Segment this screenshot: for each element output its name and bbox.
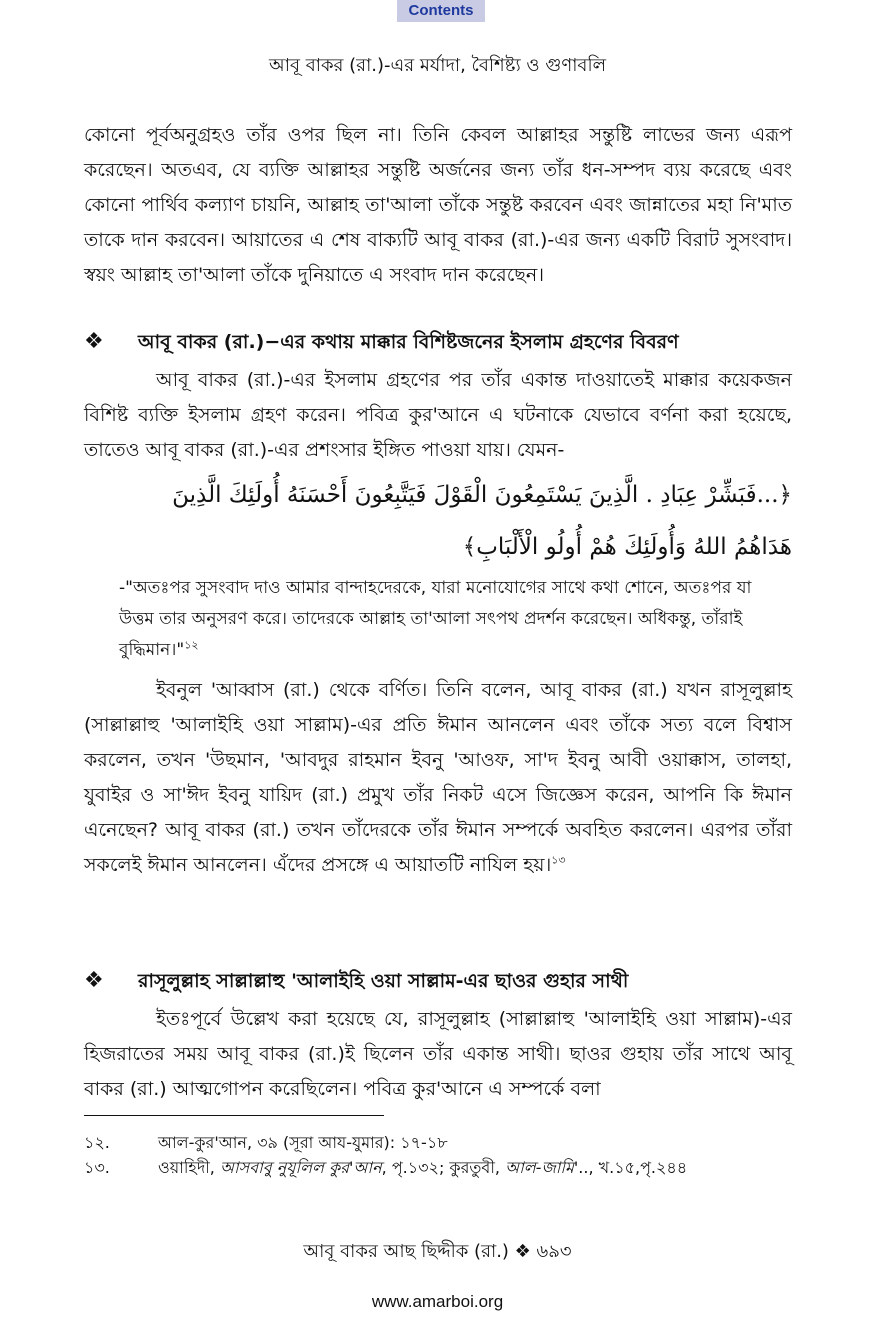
paragraph2-text: ইবনুল 'আব্বাস (রা.) থেকে বর্ণিত। তিনি বলেন, আবূ বাকর (রা.) যখন রাসূলুল্লাহ (সাল্লাল্লাহু 'আলাইহি ওয়া সাল্লাম)-এর প্রতি ঈমান আনলেন এবং তাঁকে সত্য বলে বিশ্বাস করলেন, তখন 'উছমান, 'আবদুর রাহমান ইবনু 'আওফ, সা'দ ইবনু আবী ওয়াক্কাস, তালহা, যুবাইর ও সা'ঈদ ইবনু যায়িদ (রা.) প্রমুখ তাঁর নিকট এসে জিজ্ঞেস করেন, আপনি কি ঈমান এনেছেন? আবূ বাকর (রা.) তখন তাঁদেরকে তাঁর ঈমান সম্পর্কে অবহিত করলেন। এরপর তাঁরা সকলেই ঈমান আনলেন। এঁদের প্রসঙ্গে এ আয়াতটি নাযিল হয়।	[84, 679, 792, 876]
page-footer: আবূ বাকর আছ ছিদ্দীক (রা.) ❖ ৬৯৩	[303, 1241, 572, 1262]
diamond-bullet-icon: ❖	[84, 968, 104, 993]
verse-translation	[119, 573, 759, 666]
contents-button[interactable]: Contents	[397, 0, 485, 22]
section2-paragraph: ইতঃপূর্বে উল্লেখ করা হয়েছে যে, রাসূলুল্লাহ (সাল্লাল্লাহু 'আলাইহি ওয়া সাল্লাম)-এর হিজরাতের সময় আবূ বাকর (রা.)ই ছিলেন তাঁর একান্ত সাথী। ছাওর গুহায় তাঁর সাথে আবূ বাকর (রা.) আত্মগোপন করেছিলেন। পবিত্র কুর'আনে এ সম্পর্কে বলা	[84, 1008, 792, 1100]
footnote-12	[84, 1131, 448, 1155]
book-title: আসবাবু নুযূলিল কুর'আন	[219, 1158, 382, 1177]
intro-paragraph: কোনো পূর্বঅনুগ্রহও তাঁর ওপর ছিল না। তিনি কেবল আল্লাহর সন্তুষ্টি লাভের জন্য এরূপ করেছেন। অতএব, যে ব্যক্তি আল্লাহর সন্তুষ্টি অর্জনের জন্য তাঁর ধন-সম্পদ ব্যয় করেছে এবং কোনো পার্থিব কল্যাণ চায়নি, আল্লাহ তা'আলা তাঁকে সন্তুষ্ট করবেন এবং জান্নাতের মহা নি'মাত তাকে দান করবেন। আয়াতের এ শেষ বাক্যটি আবূ বাকর (রা.)-এর জন্য একটি বিরাট সুসংবাদ। স্বয়ং আল্লাহ তা'আলা তাঁকে দুনিয়াতে এ সংবাদ দান করেছেন।	[84, 124, 792, 286]
footnote-ref-12[interactable]: ১২	[184, 638, 199, 652]
footnote-13	[84, 1156, 687, 1180]
arabic-verse-line-1: ﴿...فَبَشِّرْ عِبَادِ . الَّذِينَ يَسْتَمِعُونَ الْقَوْلَ فَيَتَّبِعُونَ أَحْسَنَهُ أُولَئِكَ الَّذِينَ	[172, 482, 792, 508]
footnote-text: আল-কুর'আন, ৩৯ (সূরা আয-যুমার): ১৭-১৮	[158, 1133, 448, 1152]
book-title: আল-জামি'	[505, 1158, 579, 1177]
footnote-divider	[84, 1115, 384, 1116]
section-heading-text: আবূ বাকর (রা.)−এর কথায় মাক্কার বিশিষ্টজনের ইসলাম গ্রহণের বিবরণ	[138, 331, 679, 353]
footnote-number: ১২.	[84, 1133, 110, 1152]
footnote-number: ১৩.	[84, 1158, 110, 1177]
footnote-text: , পৃ.১৩২; কুরতুবী,	[381, 1158, 506, 1177]
footnote-text: .., খ.১৫,পৃ.২৪৪	[578, 1158, 688, 1177]
translation-text: -"অতঃপর সুসংবাদ দাও আমার বান্দাহদেরকে, যারা মনোযোগের সাথে কথা শোনে, অতঃপর যা উত্তম তার অনুসরণ করে। তাদেরকে আল্লাহ তা'আলা সৎপথ প্রদর্শন করেছেন। অধিকন্তু, তাঁরাই বুদ্ধিমান।"	[119, 578, 752, 660]
arabic-verse-line-2: هَدَاهُمُ اللهُ وَأُولَئِكَ هُمْ أُولُو الْأَلْبَابِ﴾	[462, 534, 792, 560]
site-link[interactable]: www.amarboi.org	[371, 1292, 504, 1311]
diamond-bullet-icon: ❖	[84, 329, 104, 354]
footnote-ref-13[interactable]: ১৩	[551, 853, 566, 867]
section-heading-2	[84, 966, 804, 996]
section-heading-1	[84, 327, 804, 357]
section-heading-text: রাসূলুল্লাহ সাল্লাল্লাহু 'আলাইহি ওয়া সাল্লাম-এর ছাওর গুহার সাথী	[138, 970, 629, 992]
section1-paragraph: আবূ বাকর (রা.)-এর ইসলাম গ্রহণের পর তাঁর একান্ত দাওয়াতেই মাক্কার কয়েকজন বিশিষ্ট ব্যক্তি ইসলাম গ্রহণ করেন। পবিত্র কুর'আনে এ ঘটনাকে যেভাবে বর্ণনা করা হয়েছে, তাতেও আবূ বাকর (রা.)-এর প্রশংসার ইঙ্গিত পাওয়া যায়। যেমন-	[84, 369, 792, 461]
running-head: আবূ বাকর (রা.)-এর মর্যাদা, বৈশিষ্ট্য ও গুণাবলি	[268, 55, 607, 76]
footnote-text: ওয়াহিদী,	[158, 1158, 220, 1177]
section1-paragraph-2	[84, 673, 792, 883]
